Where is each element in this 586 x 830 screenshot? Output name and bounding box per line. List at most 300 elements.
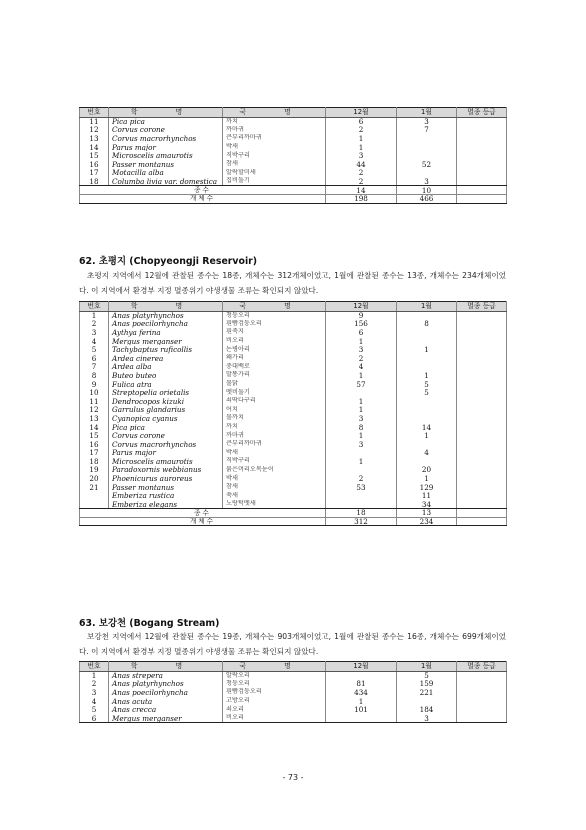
cell-december-count	[326, 449, 397, 458]
cell-january-count	[397, 457, 457, 466]
header-number: 번호	[80, 108, 109, 118]
cell-endangered-grade	[457, 337, 507, 346]
cell-january-count: 11	[397, 492, 457, 501]
cell-korean-name: 붉은머리오목눈이	[223, 466, 326, 475]
cell-endangered-grade	[457, 328, 507, 337]
cell-korean-name: 흰죽지	[223, 328, 326, 337]
cell-december-count: 3	[326, 414, 397, 423]
cell-scientific-name: Microscelis amaurotis	[109, 151, 223, 160]
cell-scientific-name: Parus major	[109, 143, 223, 152]
cell-scientific-name: Pica pica	[109, 117, 223, 126]
cell-korean-name: 논병아리	[223, 345, 326, 354]
cell-number: 1	[80, 311, 109, 320]
table-row	[80, 423, 507, 432]
table-row	[80, 169, 507, 178]
cell-number: 9	[80, 380, 109, 389]
cell-korean-name: 큰부리까마귀	[223, 134, 326, 143]
section-description-bogang: 보강천 지역에서 12월에 관찰된 종수는 19종, 개체수는 903개체이었고, 1월에 관찰된 종수는 16종, 개체수는 699개체이었다. 이 지역에서 환경부 지정 멸종위기 야생생물 조류는 확인되지 않았다.	[79, 632, 506, 656]
header-january: 1월	[397, 302, 457, 312]
individual-count-december: 198	[326, 194, 397, 203]
section-title-chopyeongji: 62. 초평지 (Chopyeongji Reservoir)	[79, 256, 258, 267]
cell-scientific-name: Columba livia var. domestica	[109, 177, 223, 186]
cell-january-count	[397, 406, 457, 415]
section-title-bogang: 63. 보강천 (Bogang Stream)	[79, 618, 220, 629]
table-row	[80, 466, 507, 475]
header-december: 12월	[326, 108, 397, 118]
cell-endangered-grade	[457, 177, 507, 186]
species-count-row	[80, 186, 507, 195]
section-description-chopyeongji: 초평지 지역에서 12월에 관찰된 종수는 18종, 개체수는 312개체이었고, 1월에 관찰된 종수는 13종, 개체수는 234개체이었다. 이 지역에서 환경부 지정 멸종위기 야생생물 조류는 확인되지 않았다.	[79, 271, 506, 295]
cell-december-count: 6	[326, 117, 397, 126]
cell-january-count: 8	[397, 320, 457, 329]
cell-december-count: 2	[326, 474, 397, 483]
cell-endangered-grade	[457, 117, 507, 126]
cell-january-count: 1	[397, 431, 457, 440]
table-row	[80, 371, 507, 380]
table-row	[80, 431, 507, 440]
header-korean-name: 국 명	[223, 302, 326, 312]
cell-endangered-grade	[457, 492, 507, 501]
species-count-january: 13	[397, 509, 457, 518]
cell-endangered-grade	[457, 414, 507, 423]
cell-december-count	[326, 466, 397, 475]
cell-korean-name: 청둥오리	[223, 680, 326, 689]
cell-december-count: 1	[326, 406, 397, 415]
cell-number: 3	[80, 688, 109, 697]
cell-scientific-name: Anas platyrhynchos	[109, 680, 223, 689]
table-totals	[80, 509, 507, 526]
cell-number: 11	[80, 397, 109, 406]
cell-january-count: 4	[397, 449, 457, 458]
individual-count-december: 312	[326, 517, 397, 526]
cell-korean-name: 왜가리	[223, 354, 326, 363]
bird-table-bogang	[79, 661, 507, 723]
table-row	[80, 388, 507, 397]
cell-scientific-name: Corvus macrorhynchos	[109, 440, 223, 449]
table-header	[80, 108, 507, 118]
cell-scientific-name: Dendrocopos kizuki	[109, 397, 223, 406]
table-row	[80, 363, 507, 372]
cell-scientific-name: Anas crecca	[109, 705, 223, 714]
cell-scientific-name: Emberiza rustica	[109, 492, 223, 501]
cell-scientific-name: Passer montanus	[109, 160, 223, 169]
cell-number: 12	[80, 126, 109, 135]
cell-january-count	[397, 397, 457, 406]
header-endangered-grade: 멸종 등급	[457, 662, 507, 672]
cell-korean-name: 멧비둘기	[223, 388, 326, 397]
cell-number: 8	[80, 371, 109, 380]
cell-scientific-name: Anas platyrhynchos	[109, 311, 223, 320]
cell-january-count: 5	[397, 671, 457, 680]
cell-scientific-name: Emberiza elegans	[109, 500, 223, 509]
cell-korean-name: 흰뺨검둥오리	[223, 688, 326, 697]
cell-number: 13	[80, 414, 109, 423]
cell-scientific-name: Anas acuta	[109, 697, 223, 706]
individual-count-grade	[457, 194, 507, 203]
cell-january-count: 129	[397, 483, 457, 492]
individual-count-grade	[457, 517, 507, 526]
cell-december-count: 1	[326, 431, 397, 440]
table-body	[80, 311, 507, 509]
table-row	[80, 714, 507, 723]
table-row	[80, 500, 507, 509]
cell-january-count: 34	[397, 500, 457, 509]
cell-korean-name: 쑥새	[223, 492, 326, 501]
table-body	[80, 671, 507, 723]
cell-scientific-name: Anas poecilorhyncha	[109, 320, 223, 329]
cell-scientific-name: Corvus corone	[109, 126, 223, 135]
table-row	[80, 680, 507, 689]
cell-korean-name: 박새	[223, 143, 326, 152]
cell-scientific-name: Corvus macrorhynchos	[109, 134, 223, 143]
cell-number: 19	[80, 466, 109, 475]
cell-number: 18	[80, 457, 109, 466]
cell-december-count: 53	[326, 483, 397, 492]
cell-number: 3	[80, 328, 109, 337]
cell-january-count: 184	[397, 705, 457, 714]
cell-december-count: 3	[326, 151, 397, 160]
cell-january-count	[397, 143, 457, 152]
cell-december-count: 1	[326, 371, 397, 380]
table-row	[80, 320, 507, 329]
cell-december-count: 1	[326, 697, 397, 706]
individual-count-january: 234	[397, 517, 457, 526]
cell-scientific-name: Paradoxornis webbianus	[109, 466, 223, 475]
table-row	[80, 483, 507, 492]
header-number: 번호	[80, 302, 109, 312]
cell-endangered-grade	[457, 169, 507, 178]
cell-number: 16	[80, 160, 109, 169]
cell-december-count	[326, 500, 397, 509]
header-korean-name: 국 명	[223, 108, 326, 118]
header-endangered-grade: 멸종 등급	[457, 108, 507, 118]
cell-number: 14	[80, 423, 109, 432]
cell-december-count: 101	[326, 705, 397, 714]
cell-scientific-name: Anas strepera	[109, 671, 223, 680]
cell-endangered-grade	[457, 320, 507, 329]
header-scientific-name: 학 명	[109, 108, 223, 118]
table-row	[80, 474, 507, 483]
cell-korean-name: 흰뺨검둥오리	[223, 320, 326, 329]
cell-number: 5	[80, 345, 109, 354]
cell-endangered-grade	[457, 697, 507, 706]
species-count-grade	[457, 509, 507, 518]
table-row	[80, 406, 507, 415]
cell-january-count: 20	[397, 466, 457, 475]
cell-december-count: 1	[326, 457, 397, 466]
cell-number: 4	[80, 697, 109, 706]
cell-number: 2	[80, 320, 109, 329]
cell-december-count: 2	[326, 354, 397, 363]
cell-number: 6	[80, 714, 109, 723]
cell-january-count: 14	[397, 423, 457, 432]
table-row	[80, 354, 507, 363]
cell-january-count	[397, 414, 457, 423]
cell-number: 10	[80, 388, 109, 397]
table-row	[80, 160, 507, 169]
cell-scientific-name: Passer montanus	[109, 483, 223, 492]
cell-scientific-name: Corvus corone	[109, 431, 223, 440]
cell-number: 2	[80, 680, 109, 689]
cell-korean-name: 참새	[223, 483, 326, 492]
cell-december-count: 156	[326, 320, 397, 329]
cell-korean-name: 어치	[223, 406, 326, 415]
cell-january-count: 221	[397, 688, 457, 697]
cell-endangered-grade	[457, 688, 507, 697]
cell-endangered-grade	[457, 671, 507, 680]
cell-endangered-grade	[457, 406, 507, 415]
header-endangered-grade: 멸종 등급	[457, 302, 507, 312]
cell-january-count: 3	[397, 177, 457, 186]
table-row	[80, 492, 507, 501]
cell-january-count	[397, 311, 457, 320]
cell-number: 16	[80, 440, 109, 449]
cell-korean-name: 까마귀	[223, 126, 326, 135]
table-row	[80, 337, 507, 346]
table-row	[80, 311, 507, 320]
cell-december-count	[326, 492, 397, 501]
cell-scientific-name: Parus major	[109, 449, 223, 458]
cell-january-count	[397, 169, 457, 178]
cell-scientific-name: Pica pica	[109, 423, 223, 432]
cell-korean-name: 비오리	[223, 337, 326, 346]
table-row	[80, 177, 507, 186]
cell-number: 15	[80, 431, 109, 440]
cell-number: 5	[80, 705, 109, 714]
cell-number: 12	[80, 406, 109, 415]
cell-endangered-grade	[457, 143, 507, 152]
cell-december-count: 2	[326, 126, 397, 135]
bird-table-chopyeongji	[79, 301, 507, 526]
table-row	[80, 440, 507, 449]
table-row	[80, 134, 507, 143]
table-row	[80, 688, 507, 697]
table-header	[80, 662, 507, 672]
cell-korean-name: 말똥가리	[223, 371, 326, 380]
page-number: - 73 -	[282, 773, 304, 782]
cell-endangered-grade	[457, 714, 507, 723]
species-count-grade	[457, 186, 507, 195]
table-row	[80, 328, 507, 337]
cell-korean-name: 까치	[223, 117, 326, 126]
cell-scientific-name: Garrulus glandarius	[109, 406, 223, 415]
cell-december-count: 81	[326, 680, 397, 689]
table-row	[80, 126, 507, 135]
cell-korean-name: 큰부리까마귀	[223, 440, 326, 449]
cell-endangered-grade	[457, 431, 507, 440]
cell-endangered-grade	[457, 440, 507, 449]
cell-endangered-grade	[457, 483, 507, 492]
cell-scientific-name: Tachybaptus ruficollis	[109, 345, 223, 354]
header-january: 1월	[397, 662, 457, 672]
cell-korean-name: 집비둘기	[223, 177, 326, 186]
table-row	[80, 345, 507, 354]
table-totals	[80, 186, 507, 203]
cell-number: 21	[80, 483, 109, 492]
individual-count-row	[80, 517, 507, 526]
cell-endangered-grade	[457, 151, 507, 160]
cell-scientific-name: Ardea cinerea	[109, 354, 223, 363]
cell-number: 11	[80, 117, 109, 126]
table-row	[80, 671, 507, 680]
cell-endangered-grade	[457, 363, 507, 372]
cell-korean-name: 까마귀	[223, 431, 326, 440]
cell-scientific-name: Aythya ferina	[109, 328, 223, 337]
cell-endangered-grade	[457, 705, 507, 714]
header-december: 12월	[326, 302, 397, 312]
cell-korean-name: 박새	[223, 449, 326, 458]
cell-number	[80, 492, 109, 501]
cell-number: 13	[80, 134, 109, 143]
cell-january-count	[397, 337, 457, 346]
cell-scientific-name: Fulica atra	[109, 380, 223, 389]
table-row	[80, 457, 507, 466]
cell-scientific-name: Phoenicurus auroreus	[109, 474, 223, 483]
individual-count-row	[80, 194, 507, 203]
cell-number: 1	[80, 671, 109, 680]
cell-january-count	[397, 697, 457, 706]
cell-korean-name: 까치	[223, 423, 326, 432]
cell-december-count: 1	[326, 143, 397, 152]
species-count-december: 14	[326, 186, 397, 195]
cell-scientific-name: Motacilla alba	[109, 169, 223, 178]
cell-scientific-name: Streptopelia orietalis	[109, 388, 223, 397]
cell-december-count	[326, 671, 397, 680]
cell-korean-name: 박새	[223, 474, 326, 483]
cell-scientific-name: Microscelis amaurotis	[109, 457, 223, 466]
header-korean-name: 국 명	[223, 662, 326, 672]
cell-january-count: 7	[397, 126, 457, 135]
cell-december-count: 2	[326, 177, 397, 186]
cell-scientific-name: Anas poecilorhyncha	[109, 688, 223, 697]
cell-korean-name: 쇠오리	[223, 705, 326, 714]
cell-scientific-name: Mergus merganser	[109, 714, 223, 723]
cell-december-count: 1	[326, 337, 397, 346]
bird-table-continued	[79, 107, 507, 204]
cell-korean-name: 노랑턱멧새	[223, 500, 326, 509]
cell-endangered-grade	[457, 345, 507, 354]
cell-december-count: 1	[326, 134, 397, 143]
cell-endangered-grade	[457, 449, 507, 458]
cell-endangered-grade	[457, 380, 507, 389]
cell-endangered-grade	[457, 680, 507, 689]
cell-endangered-grade	[457, 354, 507, 363]
cell-december-count: 3	[326, 345, 397, 354]
cell-korean-name: 알락오리	[223, 671, 326, 680]
cell-january-count	[397, 134, 457, 143]
cell-december-count: 434	[326, 688, 397, 697]
species-count-december: 18	[326, 509, 397, 518]
cell-korean-name: 물까치	[223, 414, 326, 423]
species-count-january: 10	[397, 186, 457, 195]
cell-december-count	[326, 714, 397, 723]
cell-number	[80, 500, 109, 509]
cell-endangered-grade	[457, 160, 507, 169]
cell-number: 18	[80, 177, 109, 186]
cell-endangered-grade	[457, 397, 507, 406]
cell-korean-name: 알락할미새	[223, 169, 326, 178]
cell-number: 7	[80, 363, 109, 372]
table-row	[80, 449, 507, 458]
cell-scientific-name: Cyanopica cyanus	[109, 414, 223, 423]
cell-number: 17	[80, 169, 109, 178]
cell-december-count: 9	[326, 311, 397, 320]
cell-endangered-grade	[457, 371, 507, 380]
cell-january-count: 159	[397, 680, 457, 689]
cell-number: 15	[80, 151, 109, 160]
cell-endangered-grade	[457, 134, 507, 143]
cell-korean-name: 참새	[223, 160, 326, 169]
table-row	[80, 380, 507, 389]
header-number: 번호	[80, 662, 109, 672]
cell-korean-name: 고방오리	[223, 697, 326, 706]
cell-december-count: 57	[326, 380, 397, 389]
species-count-label: 종수	[80, 509, 326, 518]
cell-january-count: 5	[397, 380, 457, 389]
cell-scientific-name: Mergus merganser	[109, 337, 223, 346]
cell-december-count: 6	[326, 328, 397, 337]
cell-number: 14	[80, 143, 109, 152]
cell-january-count	[397, 354, 457, 363]
header-january: 1월	[397, 108, 457, 118]
cell-endangered-grade	[457, 126, 507, 135]
cell-endangered-grade	[457, 423, 507, 432]
header-scientific-name: 학 명	[109, 662, 223, 672]
cell-number: 6	[80, 354, 109, 363]
cell-december-count: 8	[326, 423, 397, 432]
cell-korean-name: 물닭	[223, 380, 326, 389]
cell-january-count	[397, 328, 457, 337]
cell-january-count: 3	[397, 117, 457, 126]
cell-scientific-name: Buteo buteo	[109, 371, 223, 380]
table-row	[80, 697, 507, 706]
table-row	[80, 414, 507, 423]
individual-count-label: 개체수	[80, 517, 326, 526]
cell-korean-name: 중대백로	[223, 363, 326, 372]
table-row	[80, 705, 507, 714]
cell-korean-name: 청둥오리	[223, 311, 326, 320]
individual-count-label: 개체수	[80, 194, 326, 203]
cell-january-count	[397, 363, 457, 372]
cell-january-count	[397, 440, 457, 449]
cell-korean-name: 비오리	[223, 714, 326, 723]
individual-count-january: 466	[397, 194, 457, 203]
cell-endangered-grade	[457, 388, 507, 397]
cell-december-count: 2	[326, 169, 397, 178]
cell-number: 17	[80, 449, 109, 458]
table-row	[80, 117, 507, 126]
cell-january-count: 5	[397, 388, 457, 397]
cell-january-count: 1	[397, 345, 457, 354]
cell-january-count: 1	[397, 371, 457, 380]
cell-january-count	[397, 151, 457, 160]
cell-endangered-grade	[457, 466, 507, 475]
cell-december-count	[326, 388, 397, 397]
table-row	[80, 143, 507, 152]
table-body	[80, 117, 507, 186]
cell-january-count: 52	[397, 160, 457, 169]
cell-korean-name: 직박구리	[223, 151, 326, 160]
species-count-label: 종수	[80, 186, 326, 195]
table-header	[80, 302, 507, 312]
cell-scientific-name: Ardea alba	[109, 363, 223, 372]
cell-number: 20	[80, 474, 109, 483]
header-scientific-name: 학 명	[109, 302, 223, 312]
cell-december-count: 3	[326, 440, 397, 449]
cell-endangered-grade	[457, 311, 507, 320]
cell-number: 4	[80, 337, 109, 346]
cell-endangered-grade	[457, 474, 507, 483]
